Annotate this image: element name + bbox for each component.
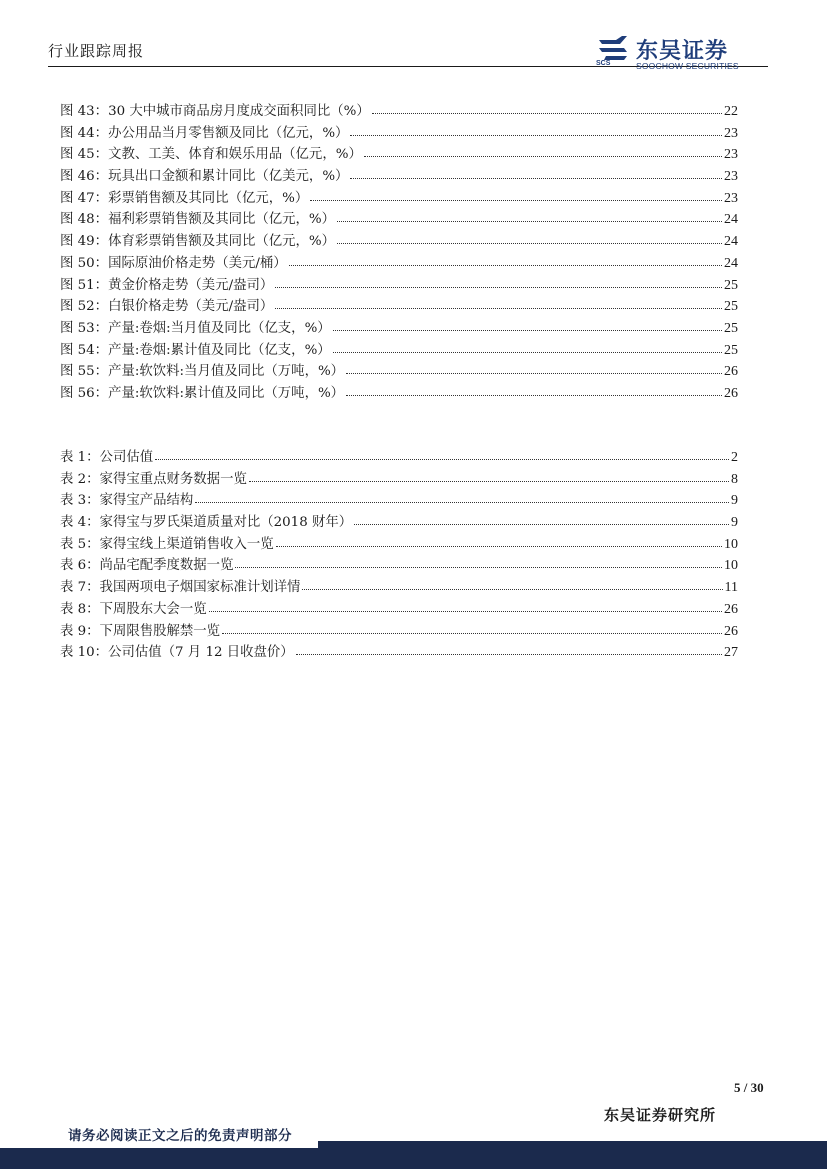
dot-leader xyxy=(350,171,722,179)
figure-entry-page: 23 xyxy=(724,125,738,141)
table-entry[interactable] xyxy=(60,599,738,621)
figure-entry-page: 25 xyxy=(724,277,738,293)
dot-leader xyxy=(333,323,722,331)
dot-leader xyxy=(195,495,729,503)
logo-chinese-name: 东吴证券 xyxy=(636,39,729,64)
figure-entry-title: 图 49：体育彩票销售额及其同比（亿元，%） xyxy=(60,234,336,250)
figure-entry-title: 图 44：办公用品当月零售额及同比（亿元，%） xyxy=(60,125,349,141)
table-entry-title: 表 2：家得宝重点财务数据一览 xyxy=(60,471,247,487)
page-indicator: 5 / 30 xyxy=(734,1080,764,1095)
dot-leader xyxy=(275,279,722,287)
dot-leader xyxy=(209,603,722,611)
dot-leader xyxy=(354,517,729,525)
table-entry-title: 表 3：家得宝产品结构 xyxy=(60,493,194,509)
table-entry-page: 27 xyxy=(724,645,738,661)
logo-english-name: SOOCHOW SECURITIES xyxy=(636,61,739,71)
figure-entry[interactable] xyxy=(60,296,738,318)
figure-entry-page: 23 xyxy=(724,190,738,206)
figure-entry[interactable] xyxy=(60,209,738,231)
figure-entry[interactable] xyxy=(60,383,738,405)
figure-entry-page: 23 xyxy=(724,147,738,163)
table-entry[interactable] xyxy=(60,577,738,599)
table-entry-title: 表 6：尚品宅配季度数据一览 xyxy=(60,558,234,574)
table-entry-title: 表 1：公司估值 xyxy=(60,450,154,465)
figure-entry[interactable] xyxy=(60,318,738,340)
dot-leader xyxy=(296,647,722,655)
logo-abbr: SCS xyxy=(596,60,611,67)
dot-leader xyxy=(346,388,722,396)
figure-entry-title: 图 48：福利彩票销售额及其同比（亿元，%） xyxy=(60,212,336,228)
figure-entry[interactable] xyxy=(60,144,738,166)
figure-entry-title: 图 47：彩票销售额及其同比（亿元，%） xyxy=(60,190,309,206)
dot-leader xyxy=(276,538,722,546)
figure-entry-page: 26 xyxy=(724,385,738,401)
table-entry[interactable] xyxy=(60,555,738,577)
table-entry-title: 表 7：我国两项电子烟国家标准计划详情 xyxy=(60,580,301,596)
table-entry-page: 9 xyxy=(731,493,738,509)
figure-entry-title: 图 50：国际原油价格走势（美元/桶） xyxy=(60,255,287,271)
table-entry[interactable] xyxy=(60,621,738,643)
table-entry-page: 11 xyxy=(724,580,738,596)
dot-leader xyxy=(155,452,729,460)
dot-leader xyxy=(235,560,722,568)
figure-entry-page: 25 xyxy=(724,342,738,358)
figure-entry-page: 22 xyxy=(724,104,738,119)
figure-entry-title: 图 56：产量:软饮料:累计值及同比（万吨，%） xyxy=(60,385,345,401)
dot-leader xyxy=(249,473,729,481)
figure-entry-title: 图 55：产量:软饮料:当月值及同比（万吨，%） xyxy=(60,364,345,380)
dot-leader xyxy=(302,582,722,590)
dot-leader xyxy=(337,236,722,244)
figure-entry[interactable] xyxy=(60,361,738,383)
table-index xyxy=(60,447,738,664)
dot-leader xyxy=(372,106,722,114)
disclaimer-note: 请务必阅读正文之后的免责声明部分 xyxy=(68,1128,292,1144)
figure-entry-page: 24 xyxy=(724,234,738,250)
figure-entry-page: 23 xyxy=(724,169,738,185)
figure-entry[interactable] xyxy=(60,188,738,210)
figure-entry-page: 24 xyxy=(724,212,738,228)
table-entry[interactable] xyxy=(60,447,738,469)
table-entry-title: 表 9：下周限售股解禁一览 xyxy=(60,623,221,639)
footer-institute: 东吴证券研究所 xyxy=(604,1106,717,1124)
report-type-label: 行业跟踪周报 xyxy=(48,42,145,60)
figure-entry-title: 图 46：玩具出口金额和累计同比（亿美元，%） xyxy=(60,169,349,185)
table-entry-page: 26 xyxy=(724,601,738,617)
table-entry[interactable] xyxy=(60,512,738,534)
table-entry-page: 26 xyxy=(724,623,738,639)
table-entry-title: 表 8：下周股东大会一览 xyxy=(60,601,207,617)
dot-leader xyxy=(222,625,722,633)
figure-entry-page: 25 xyxy=(724,299,738,315)
figure-entry[interactable] xyxy=(60,101,738,123)
figure-entry-title: 图 43：30 大中城市商品房月度成交面积同比（%） xyxy=(60,104,370,119)
table-entry-title: 表 10：公司估值（7 月 12 日收盘价） xyxy=(60,645,294,661)
dot-leader xyxy=(364,149,722,157)
figure-entry-title: 图 45：文教、工美、体育和娱乐用品（亿元，%） xyxy=(60,147,362,163)
table-entry-page: 2 xyxy=(731,450,738,465)
figure-entry[interactable] xyxy=(60,275,738,297)
table-entry-title: 表 4：家得宝与罗氏渠道质量对比（2018 财年） xyxy=(60,515,353,531)
figure-entry-page: 24 xyxy=(724,255,738,271)
dot-leader xyxy=(346,366,722,374)
figure-entry-page: 25 xyxy=(724,320,738,336)
figure-index xyxy=(60,101,738,405)
table-entry-page: 10 xyxy=(724,558,738,574)
dot-leader xyxy=(275,301,722,309)
table-entry[interactable] xyxy=(60,469,738,491)
table-entry[interactable] xyxy=(60,490,738,512)
figure-entry[interactable] xyxy=(60,253,738,275)
figure-entry-title: 图 52：白银价格走势（美元/盎司） xyxy=(60,299,274,315)
dot-leader xyxy=(310,192,722,200)
table-entry[interactable] xyxy=(60,534,738,556)
footer-note-slant xyxy=(300,1118,326,1148)
dot-leader xyxy=(350,127,722,135)
figure-entry-title: 图 54：产量:卷烟:累计值及同比（亿支，%） xyxy=(60,342,331,358)
figure-entry[interactable] xyxy=(60,123,738,145)
dot-leader xyxy=(337,214,722,222)
table-entry-page: 9 xyxy=(731,515,738,531)
table-entry-page: 10 xyxy=(724,536,738,552)
figure-entry-title: 图 53：产量:卷烟:当月值及同比（亿支，%） xyxy=(60,320,331,336)
dot-leader xyxy=(289,257,722,265)
figure-entry[interactable] xyxy=(60,166,738,188)
company-logo xyxy=(596,34,768,72)
figure-entry[interactable] xyxy=(60,340,738,362)
table-entry-title: 表 5：家得宝线上渠道销售收入一览 xyxy=(60,536,274,552)
table-entry[interactable] xyxy=(60,642,738,664)
table-entry-page: 8 xyxy=(731,471,738,487)
figure-entry-page: 26 xyxy=(724,364,738,380)
figure-entry[interactable] xyxy=(60,231,738,253)
dot-leader xyxy=(333,344,722,352)
figure-entry-title: 图 51：黄金价格走势（美元/盎司） xyxy=(60,277,274,293)
